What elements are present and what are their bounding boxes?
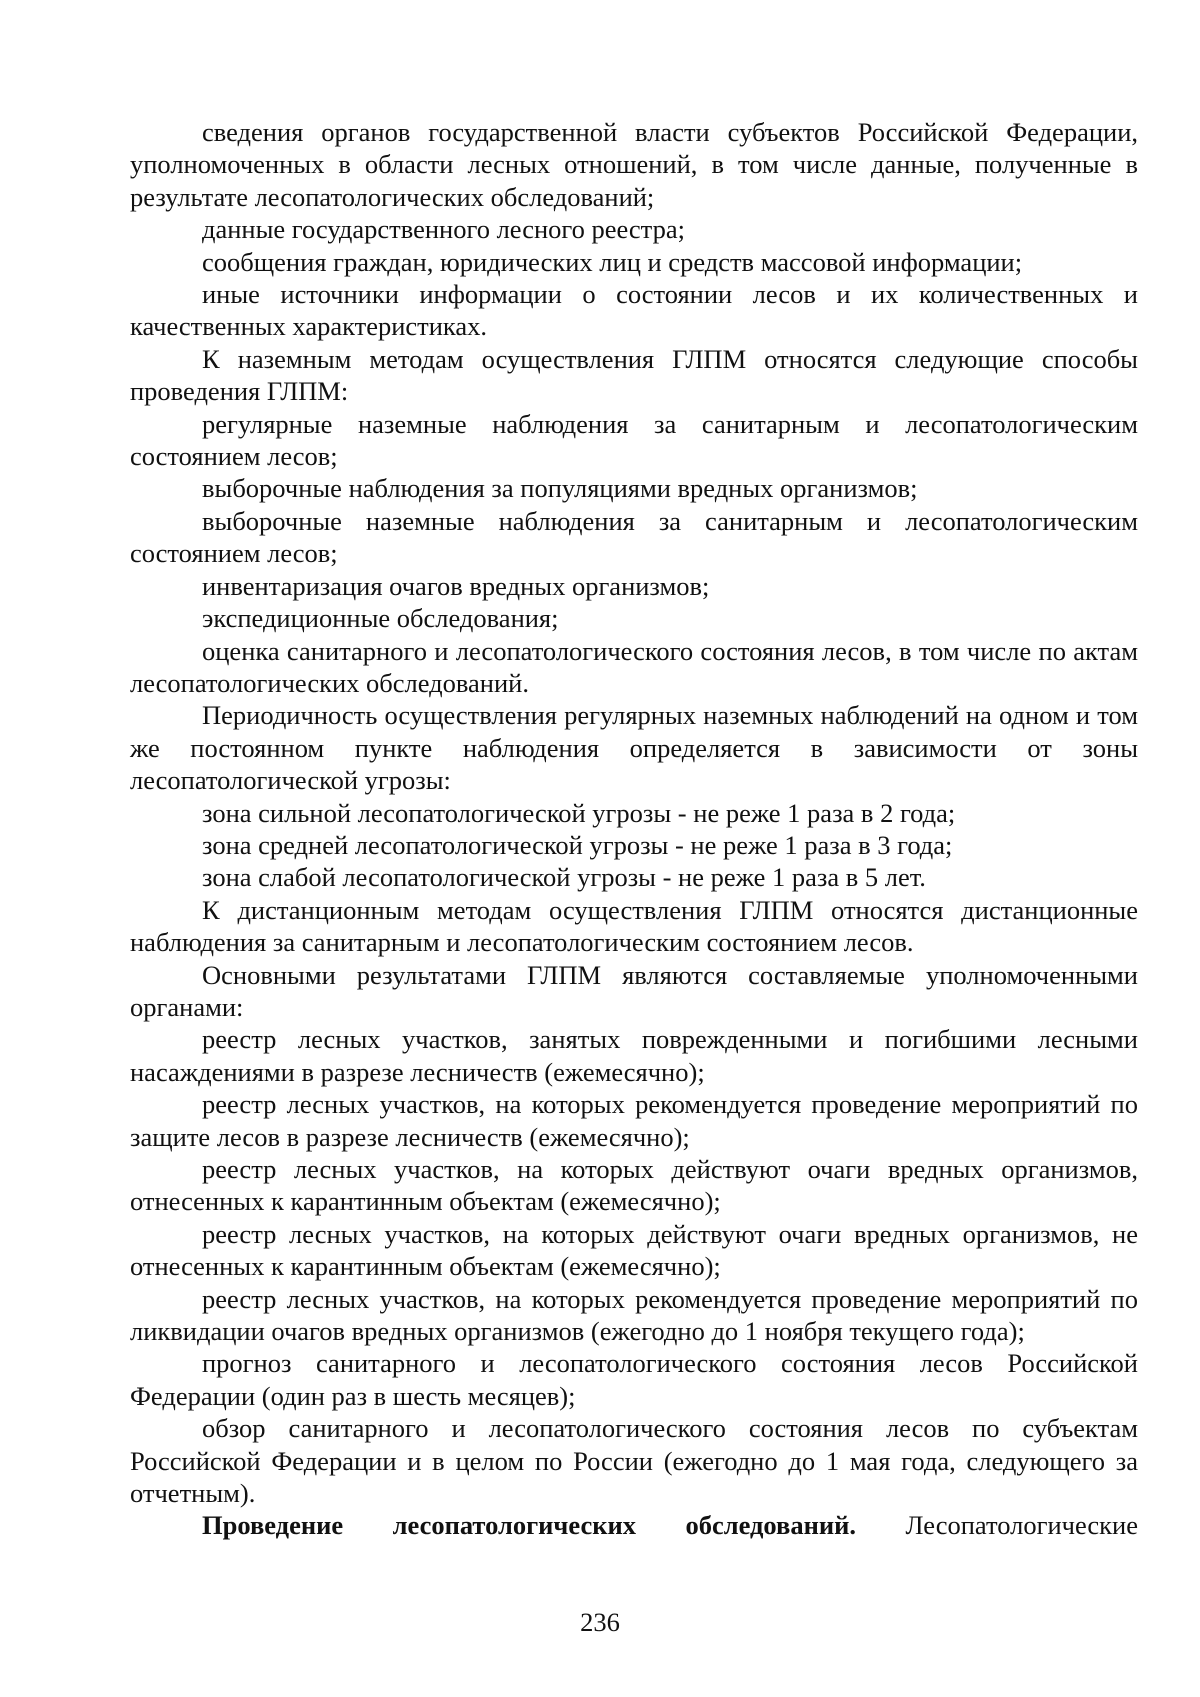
paragraph: сведения органов государственной власти субъектов Российской Федерации, уполномоченных в области лесных отношений, в том числе данные, полученные в результате лесопатологических обследований;: [130, 117, 1138, 212]
paragraph: данные государственного лесного реестра;: [202, 214, 685, 245]
paragraph-continuation: Лесопатологические: [856, 1510, 1138, 1541]
paragraph: реестр лесных участков, на которых рекомендуется проведение мероприятий по ликвидации очагов вредных организмов (ежегодно до 1 ноября текущего года);: [130, 1283, 1138, 1347]
paragraph: Периодичность осуществления регулярных наземных наблюдений на одном и том же постоянном пункте наблюдения определяется в зависимости от зоны лесопатологической угрозы:: [130, 700, 1138, 796]
body-text: [130, 116, 1138, 1542]
paragraph: Основными результатами ГЛПМ являются составляемые уполномоченными органами:: [130, 959, 1138, 1022]
paragraph: зона слабой лесопатологической угрозы - не реже 1 раза в 5 лет.: [202, 862, 926, 893]
paragraph: прогноз санитарного и лесопатологического состояния лесов Российской Федерации (один раз в шесть месяцев);: [130, 1348, 1138, 1411]
section-heading: Проведение лесопатологических обследований.: [202, 1510, 857, 1541]
paragraph: реестр лесных участков, занятых поврежденными и погибшими лесными насаждениями в разрезе лесничеств (ежемесячно);: [130, 1024, 1138, 1087]
section-heading-paragraph: [130, 1509, 1138, 1541]
paragraph: К наземным методам осуществления ГЛПМ относятся следующие способы проведения ГЛПМ:: [130, 343, 1138, 407]
paragraph: регулярные наземные наблюдения за санитарным и лесопатологическим состоянием лесов;: [130, 408, 1138, 472]
paragraph: экспедиционные обследования;: [202, 603, 559, 634]
paragraph: зона сильной лесопатологической угрозы - не реже 1 раза в 2 года;: [202, 797, 956, 828]
paragraph: оценка санитарного и лесопатологического состояния лесов, в том числе по актам лесопатологических обследований.: [130, 635, 1138, 698]
paragraph: К дистанционным методам осуществления ГЛПМ относятся дистанционные наблюдения за санитарным и лесопатологическим состоянием лесов.: [130, 894, 1138, 958]
paragraph: реестр лесных участков, на которых действуют очаги вредных организмов, не отнесенных к карантинным объектам (ежемесячно);: [130, 1218, 1138, 1282]
paragraph: реестр лесных участков, на которых действуют очаги вредных организмов, отнесенных к карантинным объектам (ежемесячно);: [130, 1154, 1138, 1217]
paragraph: зона средней лесопатологической угрозы - не реже 1 раза в 3 года;: [202, 829, 953, 860]
paragraph: обзор санитарного и лесопатологического состояния лесов по субъектам Российской Федерации и в целом по России (ежегодно до 1 мая года, следующего за отчетным).: [130, 1413, 1138, 1509]
paragraph: инвентаризация очагов вредных организмов;: [202, 570, 710, 601]
page-number: 236: [580, 1607, 620, 1637]
paragraph: выборочные наблюдения за популяциями вредных организмов;: [202, 473, 918, 504]
paragraph: выборочные наземные наблюдения за санитарным и лесопатологическим состоянием лесов;: [130, 505, 1138, 569]
paragraph: реестр лесных участков, на которых рекомендуется проведение мероприятий по защите лесов в разрезе лесничеств (ежемесячно);: [130, 1089, 1138, 1152]
paragraph: сообщения граждан, юридических лиц и средств массовой информации;: [202, 246, 1023, 277]
paragraph: иные источники информации о состоянии лесов и их количественных и качественных характеристиках.: [130, 279, 1138, 342]
